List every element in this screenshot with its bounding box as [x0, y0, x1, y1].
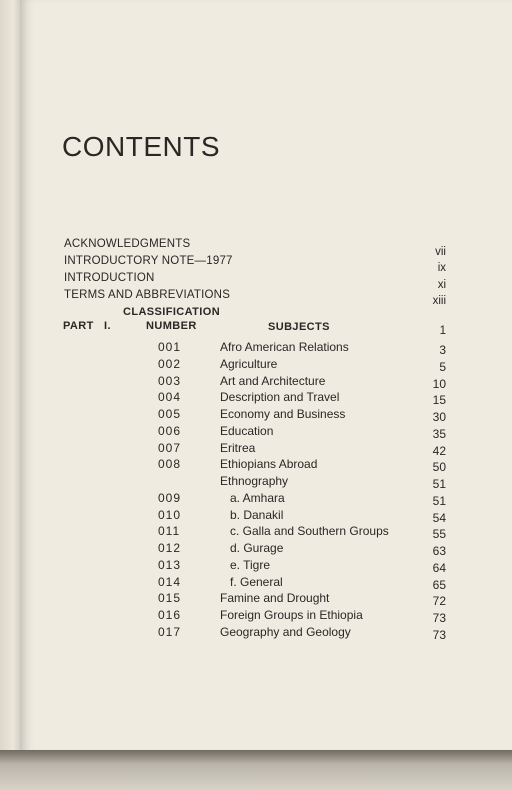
subject-title: Famine and Drought	[220, 591, 330, 606]
list-item	[0, 374, 512, 390]
classification-number: 012	[158, 541, 182, 555]
front-matter-page: xiii	[432, 295, 446, 307]
classification-number: 009	[158, 490, 182, 505]
subject-title: Geography and Geology	[220, 624, 351, 639]
list-item	[0, 575, 512, 591]
number-header: NUMBER	[146, 320, 197, 332]
classification-number: 011	[158, 524, 181, 539]
classification-number: 016	[158, 608, 182, 622]
page-number: 3	[439, 343, 446, 357]
list-item	[0, 541, 512, 557]
subject-title: Agriculture	[220, 356, 278, 371]
list-item	[0, 524, 512, 540]
classification-number: 002	[158, 356, 182, 371]
front-matter-label: TERMS AND ABBREVIATIONS	[64, 289, 231, 301]
page-number: 15	[432, 393, 446, 408]
subject-title: f. General	[230, 574, 283, 589]
front-matter-label: ACKNOWLEDGMENTS	[64, 238, 191, 250]
page-number: 51	[432, 493, 446, 508]
classification-number: 008	[158, 457, 182, 472]
page-number: 30	[432, 410, 446, 424]
page-number: 73	[432, 627, 446, 642]
list-item	[0, 491, 512, 507]
page-edge-shadow	[0, 750, 512, 790]
page-number: 5	[439, 359, 446, 374]
subjects-header: SUBJECTS	[268, 321, 330, 333]
classification-number: 003	[158, 373, 182, 388]
classification-number: 015	[158, 591, 182, 606]
list-item	[0, 441, 512, 457]
list-item	[0, 474, 512, 490]
subject-title: a. Amhara	[230, 490, 285, 505]
list-item	[0, 508, 512, 524]
page-number: 64	[432, 560, 446, 575]
subject-title: e. Tigre	[230, 557, 271, 572]
classification-number: 007	[158, 440, 182, 455]
classification-number: 005	[158, 407, 182, 421]
part-numeral: I.	[104, 320, 111, 332]
subject-title: Eritrea	[220, 440, 256, 455]
subject-title: Foreign Groups in Ethiopia	[220, 608, 363, 622]
front-matter-label: INTRODUCTORY NOTE—1977	[64, 255, 233, 267]
page-number: 35	[432, 426, 446, 441]
subject-title: d. Gurage	[230, 541, 284, 555]
list-item	[0, 390, 512, 406]
front-matter-page: vii	[435, 246, 446, 258]
page-number: 63	[432, 544, 446, 558]
front-matter-label: INTRODUCTION	[64, 272, 155, 284]
front-matter-page: xi	[437, 279, 446, 291]
subject-title: c. Galla and Southern Groups	[230, 524, 389, 539]
classification-number: 017	[158, 624, 182, 639]
page-number: 51	[432, 477, 446, 491]
subject-title: Description and Travel	[220, 390, 340, 405]
page-number: 72	[432, 594, 446, 609]
list-item	[0, 357, 512, 373]
list-item	[0, 407, 512, 423]
page-number: 10	[432, 376, 446, 391]
classification-number: 014	[158, 574, 182, 589]
subject-title: Art and Architecture	[220, 373, 326, 388]
page-title: CONTENTS	[62, 131, 220, 162]
list-item	[0, 625, 512, 641]
subjects-page: 1	[439, 325, 446, 337]
part-label: PART	[63, 320, 94, 332]
page-number: 42	[432, 443, 446, 458]
subject-title: Education	[220, 423, 274, 438]
page-number: 73	[432, 611, 446, 625]
subject-title: Ethnography	[220, 474, 289, 488]
list-item	[0, 457, 512, 473]
classification-number: 006	[158, 423, 182, 438]
classification-number: 001	[158, 340, 182, 354]
classification-header: CLASSIFICATION	[123, 306, 221, 318]
page-number: 55	[432, 527, 446, 542]
subject-title: Afro American Relations	[220, 340, 349, 354]
list-item	[0, 608, 512, 624]
page-number: 54	[432, 510, 446, 525]
page-number: 65	[432, 577, 446, 592]
subject-title: Economy and Business	[220, 407, 346, 421]
list-item	[0, 591, 512, 607]
classification-number: 004	[158, 390, 182, 405]
page-number: 50	[432, 460, 446, 475]
classification-number: 010	[158, 507, 182, 522]
list-item	[0, 424, 512, 440]
list-item	[0, 340, 512, 356]
list-item	[0, 558, 512, 574]
subject-title: Ethiopians Abroad	[220, 457, 318, 472]
classification-number: 013	[158, 557, 182, 572]
subject-title: b. Danakil	[230, 507, 284, 522]
front-matter-page: ix	[437, 262, 446, 274]
